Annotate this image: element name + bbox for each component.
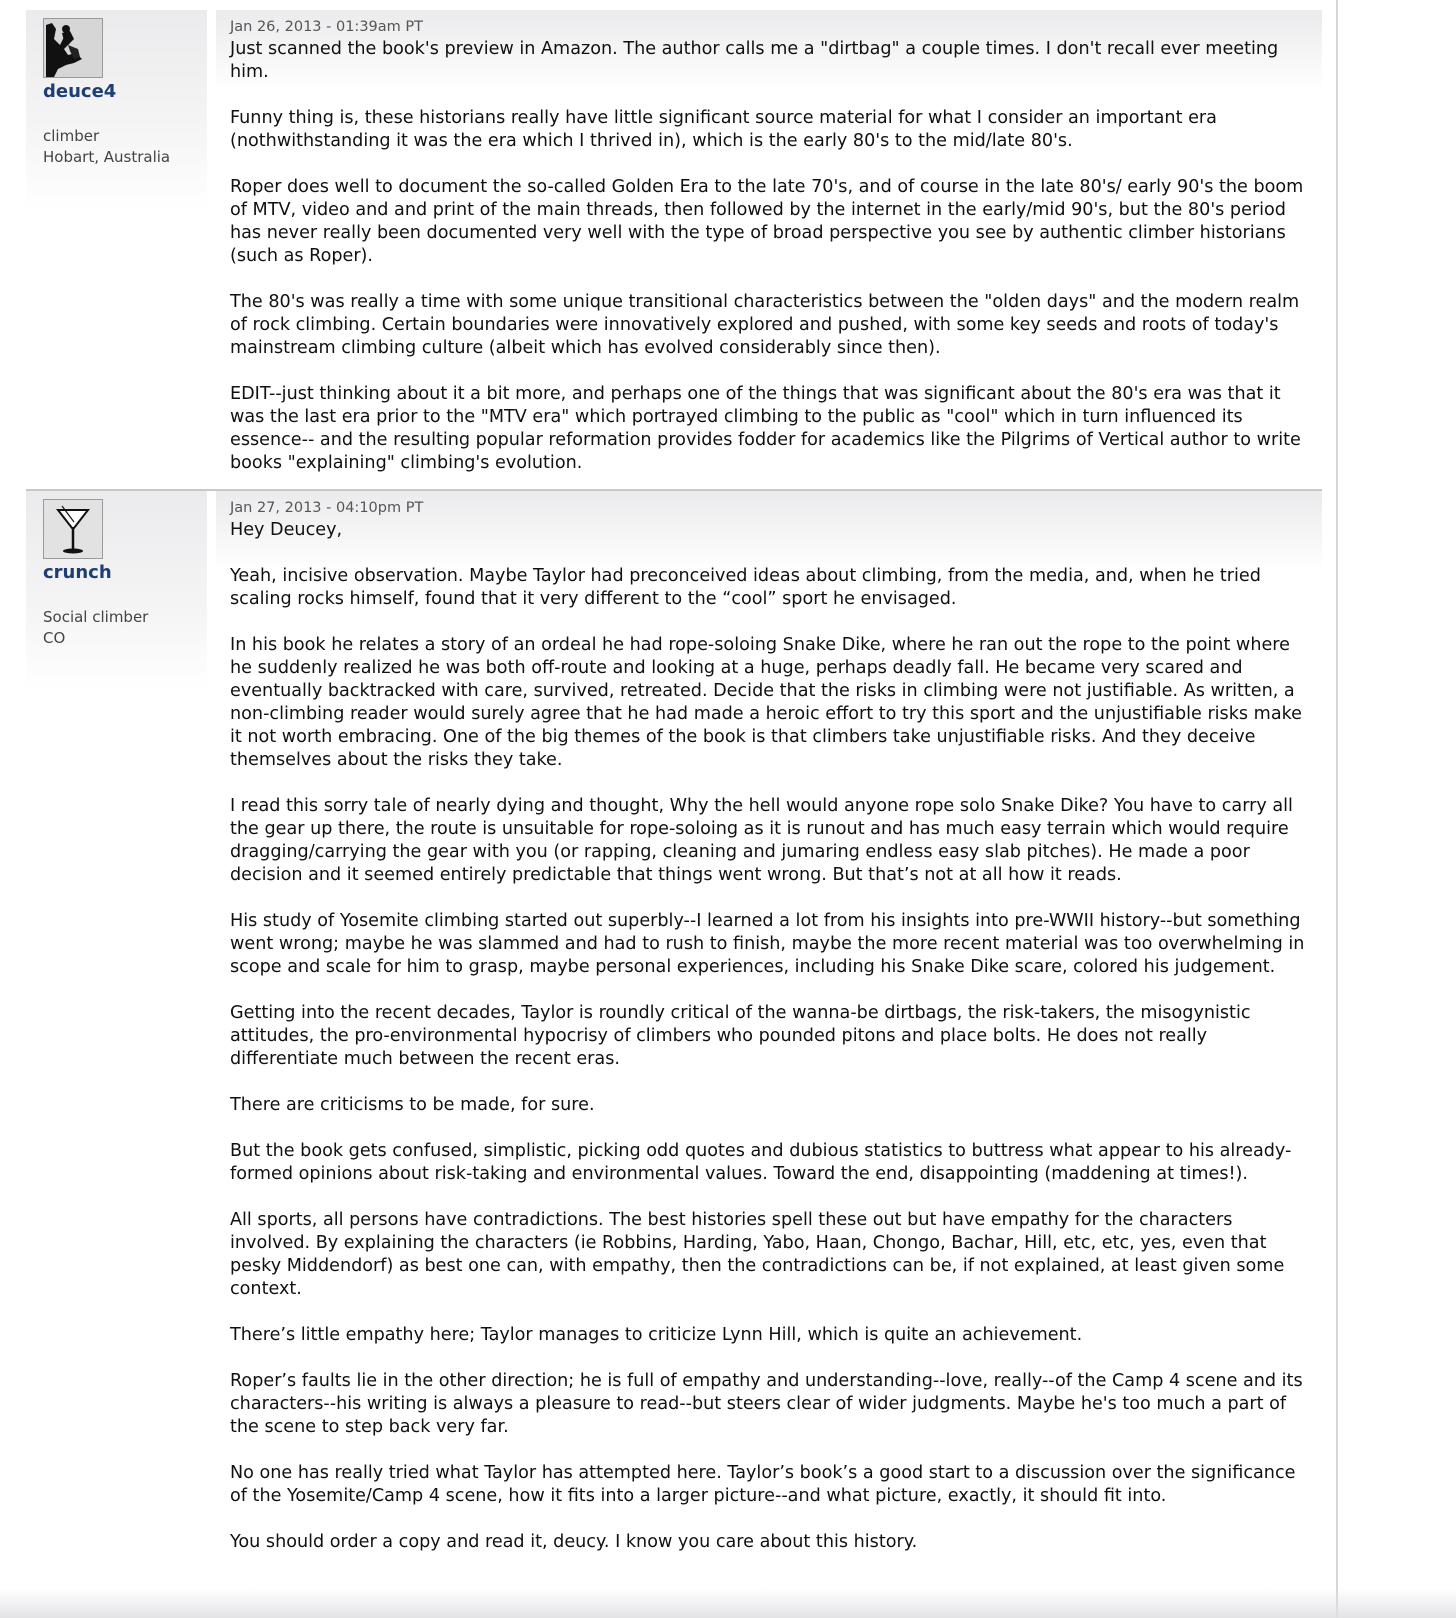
author-title: climber — [43, 127, 100, 145]
post-timestamp: Jan 26, 2013 - 01:39am PT — [230, 19, 423, 35]
post-paragraph: Funny thing is, these historians really have little significant source material for what I consider an important era (nothwithstanding it was the era which I thrived in), which is the early 80's to the mid/late 80's. — [230, 108, 1217, 151]
post-paragraph: You should order a copy and read it, deucy. I know you care about this history. — [230, 1532, 918, 1552]
post-content — [216, 491, 1322, 1554]
post-author-panel — [26, 491, 207, 691]
avatar[interactable] — [43, 499, 103, 559]
forum-post — [26, 10, 1322, 475]
post-body — [230, 519, 1310, 1554]
page-right-border — [1336, 0, 1338, 1618]
post-paragraph: Roper does well to document the so-called Golden Era to the late 70's, and of course in the late 80's/ early 90's the boom of MTV, video and and print of the main threads, then followed by the internet in the early/mid 90's, but the 80's period has never really been documented very well with the type of broad perspective you see by authentic climber historians (such as Roper). — [230, 177, 1304, 266]
post-paragraph: Roper’s faults lie in the other direction; he is full of empathy and understanding--love, really--of the Camp 4 scene and its characters--his writing is always a pleasure to read--but steers clear of wider judgments. Maybe he's too much a part of the scene to step back very far. — [230, 1371, 1303, 1437]
post-body — [230, 38, 1310, 475]
post-paragraph: There are criticisms to be made, for sure. — [230, 1095, 595, 1115]
post-author-panel — [26, 10, 207, 210]
post-paragraph: There’s little empathy here; Taylor manages to criticize Lynn Hill, which is quite an achievement. — [230, 1325, 1083, 1345]
post-paragraph: His study of Yosemite climbing started out superbly--I learned a lot from his insights into pre-WWII history--but something went wrong; maybe he was slammed and had to rush to finish, maybe the more recent material was too overwhelming in scope and scale for him to grasp, maybe personal experiences, including his Snake Dike scare, colored his judgement. — [230, 911, 1305, 977]
post-paragraph: In his book he relates a story of an ordeal he had rope-soloing Snake Dike, where he ran out the rope to the point where he suddenly realized he was both off-route and looking at a huge, perhaps deadly fall. He became very scared and eventually backtracked with care, survived, retreated. Decide that the risks in climbing were not justifiable. As written, a non-climbing reader would surely agree that he had made a heroic effort to try this sport and the unjustifiable risks make it not worth embracing. One of the big themes of the book is that climbers take unjustifiable risks. And they deceive themselves about the risks they take. — [230, 635, 1302, 770]
post-paragraph: All sports, all persons have contradictions. The best histories spell these out but have empathy for the characters involved. By explaining the characters (ie Robbins, Harding, Yabo, Haan, Chongo, Bachar, Hill, etc, etc, yes, even that pesky Middendorf) as best one can, with empathy, then the contradictions can be, if not explained, at least given some context. — [230, 1210, 1285, 1299]
post-paragraph: I read this sorry tale of nearly dying and thought, Why the hell would anyone rope solo Snake Dike? You have to carry all the gear up there, the route is unsuitable for rope-soloing as it is runout and has much easy terrain which would require dragging/carrying the gear with you (or rapping, cleaning and jumaring endless easy slab pitches). He made a poor decision and it seemed entirely predictable that things went wrong. But that’s not at all how it reads. — [230, 796, 1293, 885]
martini-glass-icon — [44, 500, 102, 558]
post-paragraph: The 80's was really a time with some unique transitional characteristics between the "olden days" and the modern realm of rock climbing. Certain boundaries were innovatively explored and pushed, with some key seeds and roots of today's mainstream climbing culture (albeit which has evolved considerably since then). — [230, 292, 1300, 358]
post-paragraph: Yeah, incisive observation. Maybe Taylor had preconceived ideas about climbing, from the media, and, when he tried scaling rocks himself, found that it very different to the “cool” sport he envisaged. — [230, 566, 1261, 609]
avatar[interactable] — [43, 18, 103, 78]
forum-thread — [26, 10, 1322, 1554]
post-paragraph: Getting into the recent decades, Taylor is roundly critical of the wanna-be dirtbags, the risk-takers, the misogynistic attitudes, the pro-environmental hypocrisy of climbers who pounded pitons and place bolts. He does not really differentiate much between the recent eras. — [230, 1003, 1251, 1069]
page-bottom-fade — [0, 1588, 1456, 1618]
author-username-link[interactable]: crunch — [43, 562, 112, 583]
forum-post — [26, 491, 1322, 1554]
post-paragraph: But the book gets confused, simplistic, picking odd quotes and dubious statistics to buttress what appear to his already-formed opinions about risk-taking and environmental values. Toward the end, disappointing (maddening at times!). — [230, 1141, 1292, 1184]
post-paragraph: Hey Deucey, — [230, 520, 343, 540]
post-paragraph: Just scanned the book's preview in Amazon. The author calls me a "dirtbag" a couple times. I don't recall ever meeting him. — [230, 39, 1279, 82]
author-location: CO — [43, 629, 66, 647]
post-timestamp: Jan 27, 2013 - 04:10pm PT — [230, 500, 424, 516]
post-paragraph: No one has really tried what Taylor has attempted here. Taylor’s book’s a good start to a discussion over the significance of the Yosemite/Camp 4 scene, how it fits into a larger picture--and what picture, exactly, it should fit into. — [230, 1463, 1296, 1506]
author-username-link[interactable]: deuce4 — [43, 81, 117, 102]
author-title: Social climber — [43, 608, 149, 626]
author-location: Hobart, Australia — [43, 148, 171, 166]
post-paragraph: EDIT--just thinking about it a bit more, and perhaps one of the things that was significant about the 80's era was that it was the last era prior to the "MTV era" which portrayed climbing to the public as "cool" which in turn influenced its essence-- and the resulting popular reformation provides fodder for academics like the Pilgrims of Vertical author to write books "explaining" climbing's evolution. — [230, 384, 1301, 473]
climber-silhouette-icon — [44, 19, 102, 77]
post-content — [216, 10, 1322, 475]
